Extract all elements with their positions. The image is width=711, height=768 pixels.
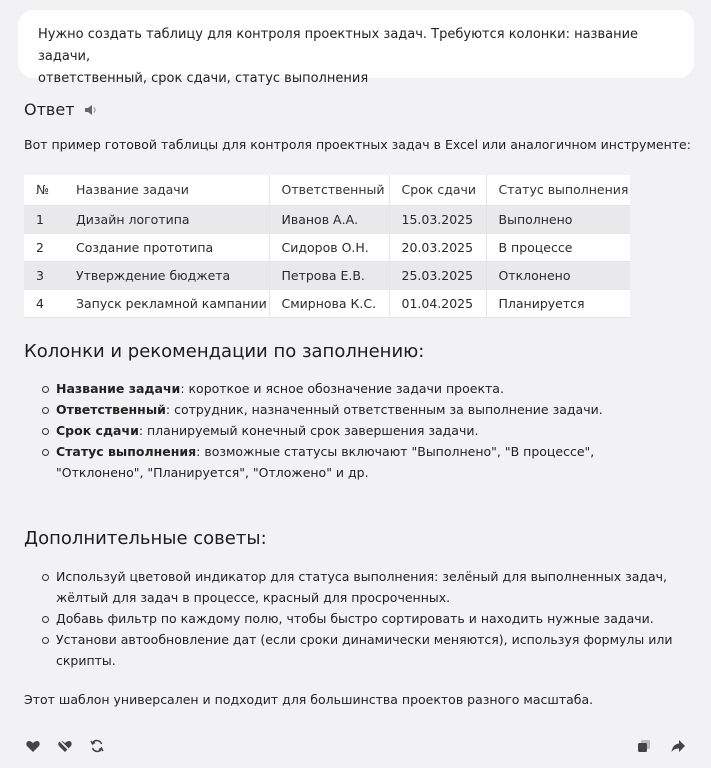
heart-icon[interactable]: [24, 737, 42, 755]
refresh-icon[interactable]: [88, 737, 106, 755]
table-row: [24, 205, 630, 233]
table-header-row: [24, 175, 630, 205]
answer-intro: Вот пример готовой таблицы для контроля проектных задач в Excel или аналогичном инструменте:: [24, 137, 691, 152]
list-item: Используй цветовой индикатор для статуса выполнения: зелёный для выполненных задач, жёлтый для задач в процессе, красный для просроченных.: [42, 566, 682, 608]
section-title-columns: Колонки и рекомендации по заполнению:: [24, 341, 425, 362]
table-cell: 4: [24, 289, 64, 317]
table-cell: Выполнено: [486, 205, 630, 233]
list-item-text: : короткое и ясное обозначение задачи проекта.: [180, 381, 504, 396]
table-cell: Смирнова К.С.: [269, 289, 389, 317]
speaker-icon[interactable]: [83, 102, 99, 118]
table-cell: Создание прототипа: [64, 233, 269, 261]
list-item: [42, 399, 682, 420]
table-header-cell: Срок сдачи: [389, 175, 486, 205]
list-item: Установи автообновление дат (если сроки динамически меняются), используя формулы или скрипты.: [42, 629, 682, 671]
broken-heart-icon[interactable]: [56, 737, 74, 755]
list-item-term: Ответственный: [56, 402, 166, 417]
table-row: [24, 261, 630, 289]
table-cell: 25.03.2025: [389, 261, 486, 289]
list-item-text: : сотрудник, назначенный ответственным за выполнение задачи.: [165, 402, 603, 417]
table-cell: Дизайн логотипа: [64, 205, 269, 233]
list-item: Добавь фильтр по каждому полю, чтобы быстро сортировать и находить нужные задачи.: [42, 608, 682, 629]
answer-header: [24, 100, 99, 119]
user-message-line: Нужно создать таблицу для контроля проектных задач. Требуются колонки: название задачи,: [38, 27, 639, 64]
list-item: [42, 420, 682, 441]
table-cell: В процессе: [486, 233, 630, 261]
list-item-text: : возможные статусы включают "Выполнено", "В процессе", "Отклонено", "Планируется", "Отложено" и др.: [56, 444, 595, 480]
table-row: [24, 289, 630, 317]
table-cell: 1: [24, 205, 64, 233]
table-cell: Петрова Е.В.: [269, 261, 389, 289]
table-cell: Отклонено: [486, 261, 630, 289]
user-message-line: ответственный, срок сдачи, статус выполнения: [38, 71, 369, 86]
table-cell: Запуск рекламной кампании: [64, 289, 269, 317]
answer-outro: Этот шаблон универсален и подходит для большинства проектов разного масштаба.: [24, 692, 594, 707]
table-cell: 15.03.2025: [389, 205, 486, 233]
table-cell: 01.04.2025: [389, 289, 486, 317]
table-cell: 2: [24, 233, 64, 261]
section-title-tips: Дополнительные советы:: [24, 528, 267, 549]
table-cell: Планируется: [486, 289, 630, 317]
list-item: [42, 441, 682, 483]
answer-title: Ответ: [24, 100, 75, 119]
table-cell: 20.03.2025: [389, 233, 486, 261]
feedback-actions: [24, 737, 106, 755]
tasks-table: [24, 175, 630, 318]
table-cell: Утверждение бюджета: [64, 261, 269, 289]
share-arrow-icon[interactable]: [669, 737, 687, 755]
table-header-cell: №: [24, 175, 64, 205]
columns-recommendations-list: [42, 378, 682, 483]
table-cell: 3: [24, 261, 64, 289]
list-item-text: : планируемый конечный срок завершения задачи.: [138, 423, 479, 438]
tips-list: [42, 566, 682, 671]
copy-icon[interactable]: [635, 737, 653, 755]
table-header-cell: Статус выполнения: [486, 175, 630, 205]
message-actions: [635, 737, 687, 755]
user-message-bubble: [18, 10, 694, 86]
list-item-term: Название задачи: [56, 381, 181, 396]
list-item-term: Статус выполнения: [56, 444, 197, 459]
list-item: [42, 378, 682, 399]
table-cell: Сидоров О.Н.: [269, 233, 389, 261]
table-header-cell: Название задачи: [64, 175, 269, 205]
table-header-cell: Ответственный: [269, 175, 389, 205]
list-item-term: Срок сдачи: [56, 423, 139, 438]
table-row: [24, 233, 630, 261]
table-cell: Иванов А.А.: [269, 205, 389, 233]
